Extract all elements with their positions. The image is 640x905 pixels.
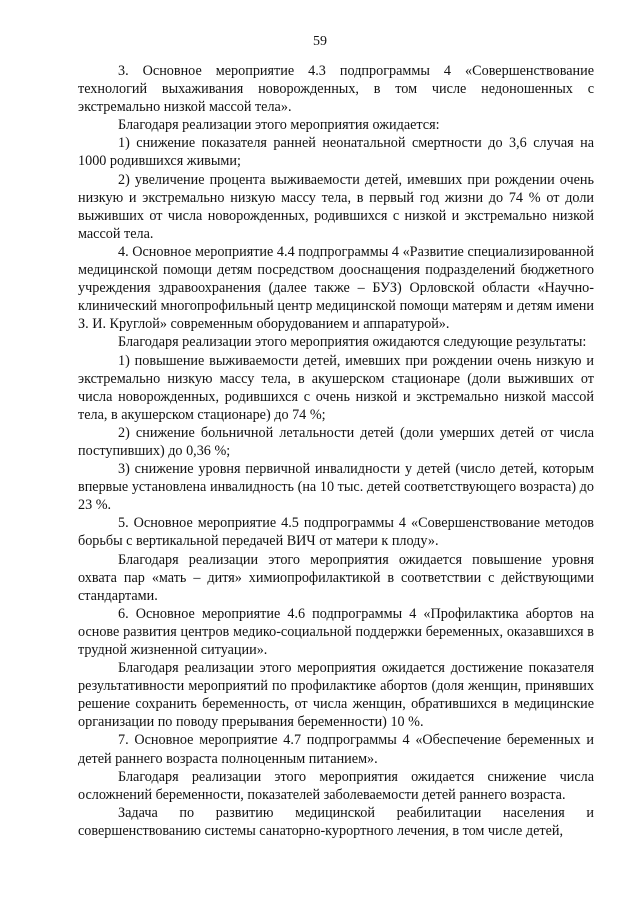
- paragraph: Благодаря реализации этого мероприятия ожидается:: [118, 117, 440, 134]
- paragraph: 4. Основное мероприятие 4.4 подпрограммы 4 «Развитие специализированной медицинской помощи детям посредством дооснащения подразделений бюджетного учреждения здравоохранения (далее также – БУЗ) Орловской области «Научно-клинический многопрофильный центр медицинской помощи матерям и детям имени З. И. Круглой» современным оборудованием и аппаратурой».: [78, 243, 594, 333]
- paragraph: 3) снижение уровня первичной инвалидности у детей (число детей, которым впервые установлена инвалидность (на 10 тыс. детей соответствующего возраста) до 23 %.: [78, 461, 594, 514]
- paragraph: Задача по развитию медицинской реабилитации населения и совершенствованию системы санаторно-курортного лечения, в том числе детей,: [78, 804, 594, 839]
- paragraph: Благодаря реализации этого мероприятия ожидается снижение числа осложнений беременности, показателей заболеваемости детей раннего возраста.: [78, 768, 594, 803]
- paragraph: Благодаря реализации этого мероприятия ожидается достижение показателя результативности мероприятий по профилактике абортов (доля женщин, принявших решение сохранить беременность, от числа женщин, обратившихся в медицинские организации по поводу прерывания беременности) 10 %.: [78, 660, 594, 731]
- paragraph: 7. Основное мероприятие 4.7 подпрограммы 4 «Обеспечение беременных и детей раннего возраста полноценным питанием».: [78, 732, 594, 767]
- paragraph: 1) снижение показателя ранней неонатальной смертности до 3,6 случая на 1000 родившихся живыми;: [78, 135, 594, 170]
- paragraph: 2) увеличение процента выживаемости детей, имевших при рождении очень низкую и экстремально низкую массу тела, в первый год жизни до 74 % от доли выживших от числа новорожденных, родившихся с низкой и экстремально низкой массой тела.: [78, 171, 594, 242]
- paragraph: 6. Основное мероприятие 4.6 подпрограммы 4 «Профилактика абортов на основе развития центров медико-социальной поддержки беременных, оказавшихся в трудной жизненной ситуации».: [78, 605, 594, 658]
- document-body: [78, 62, 594, 840]
- paragraph: 5. Основное мероприятие 4.5 подпрограммы 4 «Совершенствование методов борьбы с вертикальной передачей ВИЧ от матери к плоду».: [78, 515, 594, 550]
- page-number: 59: [313, 34, 327, 49]
- paragraph: Благодаря реализации этого мероприятия ожидаются следующие результаты:: [118, 334, 587, 351]
- paragraph: Благодаря реализации этого мероприятия ожидается повышение уровня охвата пар «мать – дитя» химиопрофилактикой в соответствии с действующими стандартами.: [78, 551, 594, 604]
- paragraph: 1) повышение выживаемости детей, имевших при рождении очень низкую и экстремально низкую массу тела, в акушерском стационаре (доли выживших от числа новорожденных, родившихся с очень низкой и экстремально низкой массой тела, в акушерском стационаре) до 74 %;: [78, 352, 594, 423]
- paragraph: 2) снижение больничной летальности детей (доли умерших детей от числа поступивших) до 0,36 %;: [78, 424, 594, 459]
- paragraph: 3. Основное мероприятие 4.3 подпрограммы 4 «Совершенствование технологий выхаживания новорожденных, в том числе недоношенных с экстремально низкой массой тела».: [78, 63, 594, 116]
